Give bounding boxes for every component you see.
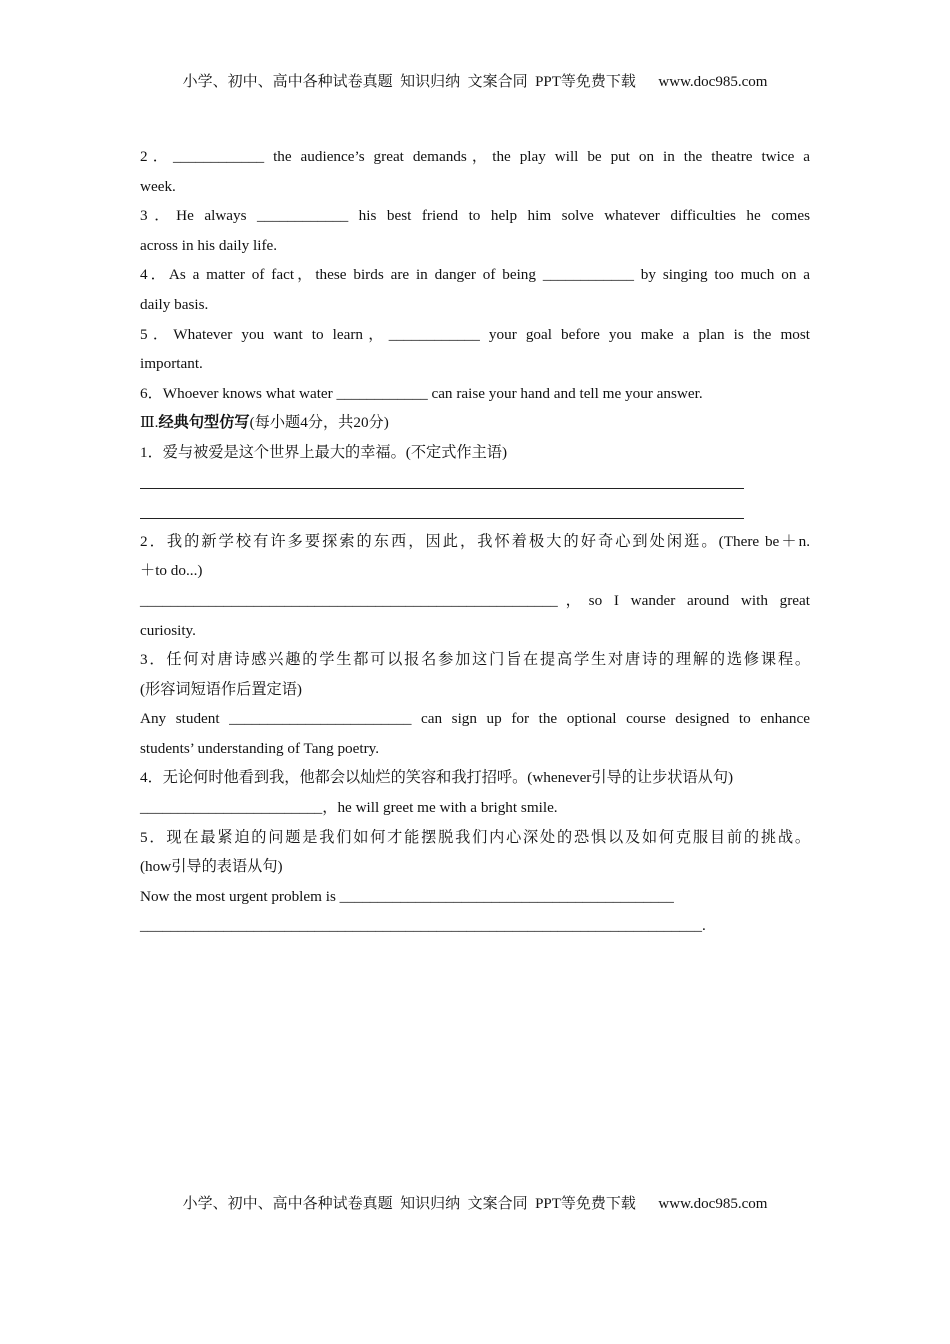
- s1-prompt: 1．爱与被爱是这个世界上最大的幸福。(不定式作主语): [140, 443, 508, 461]
- q2-line2: week.: [140, 177, 176, 195]
- section-title: [140, 408, 810, 438]
- q3-line2: across in his daily life.: [140, 236, 278, 254]
- q4-line2: daily basis.: [140, 295, 209, 313]
- q2-line1: 2．____________ the audience’s great demands，the play will be put on in the theatre twice a: [140, 148, 810, 165]
- q3-line1: 3．He always ____________ his best friend to help him solve whatever difficulties he comes: [140, 207, 810, 225]
- s1-answer-line-1[interactable]: [140, 468, 744, 498]
- s2-answer-line[interactable]: _______________________________________________________，so I wander around with great: [140, 591, 810, 609]
- s2-prompt-line2: ＋to do...): [140, 562, 203, 580]
- page-footer: 小学、初中、高中各种试卷真题 知识归纳 文案合同 PPT等免费下载 www.doc985.com: [182, 1196, 768, 1212]
- q6-line1: 6．Whoever knows what water ____________ can raise your hand and tell me your answer.: [140, 384, 703, 402]
- s3-prompt-line2: (形容词短语作后置定语): [140, 680, 302, 698]
- s2-prompt-line1: 2．我的新学校有许多要探索的东西，因此，我怀着极大的好奇心到处闲逛。(There be＋n.: [140, 532, 810, 550]
- section-title-points: (每小题4分，共20分): [249, 414, 389, 432]
- page-header: 小学、初中、高中各种试卷真题 知识归纳 文案合同 PPT等免费下载 www.doc985.com: [182, 74, 768, 90]
- s4-answer-line[interactable]: ________________________，he will greet me with a bright smile.: [140, 799, 558, 817]
- s3-answer-line2: students’ understanding of Tang poetry.: [140, 739, 380, 757]
- s5-answer-line2[interactable]: __________________________________________________________________________.: [140, 917, 706, 935]
- s2-answer-line2: curiosity.: [140, 621, 196, 639]
- q4-line1: 4．As a matter of fact，these birds are in danger of being ____________ by singing too much on a: [140, 266, 810, 284]
- q5-line1: 5．Whatever you want to learn，____________ your goal before you make a plan is the most: [140, 325, 810, 343]
- s4-prompt: 4．无论何时他看到我，他都会以灿烂的笑容和我打招呼。(whenever引导的让步状语从句): [140, 769, 734, 787]
- s3-prompt-line1: 3．任何对唐诗感兴趣的学生都可以报名参加这门旨在提高学生对唐诗的理解的选修课程。: [140, 651, 810, 669]
- section-number: Ⅲ.: [140, 414, 159, 432]
- worksheet-content: [140, 142, 810, 941]
- s3-answer-line[interactable]: Any student ________________________ can sign up for the optional course designed to enhance: [140, 710, 810, 728]
- s5-answer-line1[interactable]: Now the most urgent problem is ____________________________________________: [140, 887, 674, 905]
- s5-prompt-line2: (how引导的表语从句): [140, 858, 283, 876]
- q5-line2: important.: [140, 355, 203, 373]
- s5-prompt-line1: 5．现在最紧迫的问题是我们如何才能摆脱我们内心深处的恐惧以及如何克服目前的挑战。: [140, 828, 810, 846]
- section-title-bold: 经典句型仿写: [158, 414, 250, 432]
- s1-answer-line-2[interactable]: [140, 497, 744, 527]
